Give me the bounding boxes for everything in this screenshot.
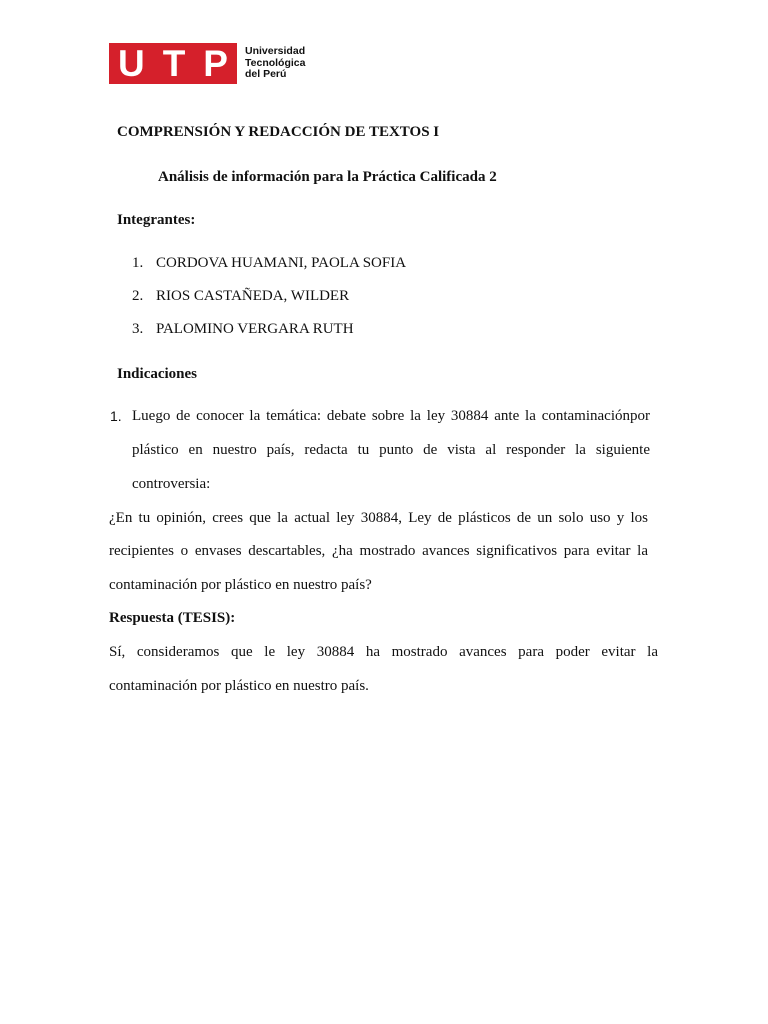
question-line: recipientes o envases descartables, ¿ha mostrado avances significativos para evitar la <box>109 543 648 559</box>
instructions-heading: Indicaciones <box>117 366 198 382</box>
answer-heading: Respuesta (TESIS): <box>109 610 236 626</box>
member-number: 3. <box>132 321 144 337</box>
instruction-line: plástico en nuestro país, redacta tu punto de vista al responder la siguiente <box>132 442 650 458</box>
member-name: PALOMINO VERGARA RUTH <box>156 321 354 337</box>
instruction-line: controversia: <box>132 476 211 492</box>
instruction-number: 1. <box>110 408 122 424</box>
answer-line: contaminación por plástico en nuestro país. <box>109 678 369 694</box>
members-heading: Integrantes: <box>117 212 196 228</box>
course-title: COMPRENSIÓN Y REDACCIÓN DE TEXTOS I <box>117 124 440 140</box>
instruction-line: Luego de conocer la temática: debate sobre la ley 30884 ante la contaminaciónpor <box>132 408 650 424</box>
answer-line: Sí, consideramos que le ley 30884 ha mostrado avances para poder evitar la <box>109 644 658 660</box>
utp-logo <box>109 43 237 84</box>
member-name: CORDOVA HUAMANI, PAOLA SOFIA <box>156 255 407 271</box>
member-name: RIOS CASTAÑEDA, WILDER <box>156 288 350 304</box>
member-number: 1. <box>132 255 144 271</box>
member-number: 2. <box>132 288 144 304</box>
logo-letter-p: P <box>203 43 228 84</box>
logo-name-line: Universidad <box>245 45 306 57</box>
logo-name-line: del Perú <box>245 68 287 80</box>
logo-letter-t: T <box>162 43 186 84</box>
question-line: ¿En tu opinión, crees que la actual ley 30884, Ley de plásticos de un solo uso y los <box>109 510 648 526</box>
logo-name-line: Tecnológica <box>245 56 306 69</box>
question-line: contaminación por plástico en nuestro país? <box>109 577 372 593</box>
document-subtitle: Análisis de información para la Práctica Calificada 2 <box>158 169 497 185</box>
logo-university-name <box>245 46 305 81</box>
logo-letter-u: U <box>117 43 145 84</box>
